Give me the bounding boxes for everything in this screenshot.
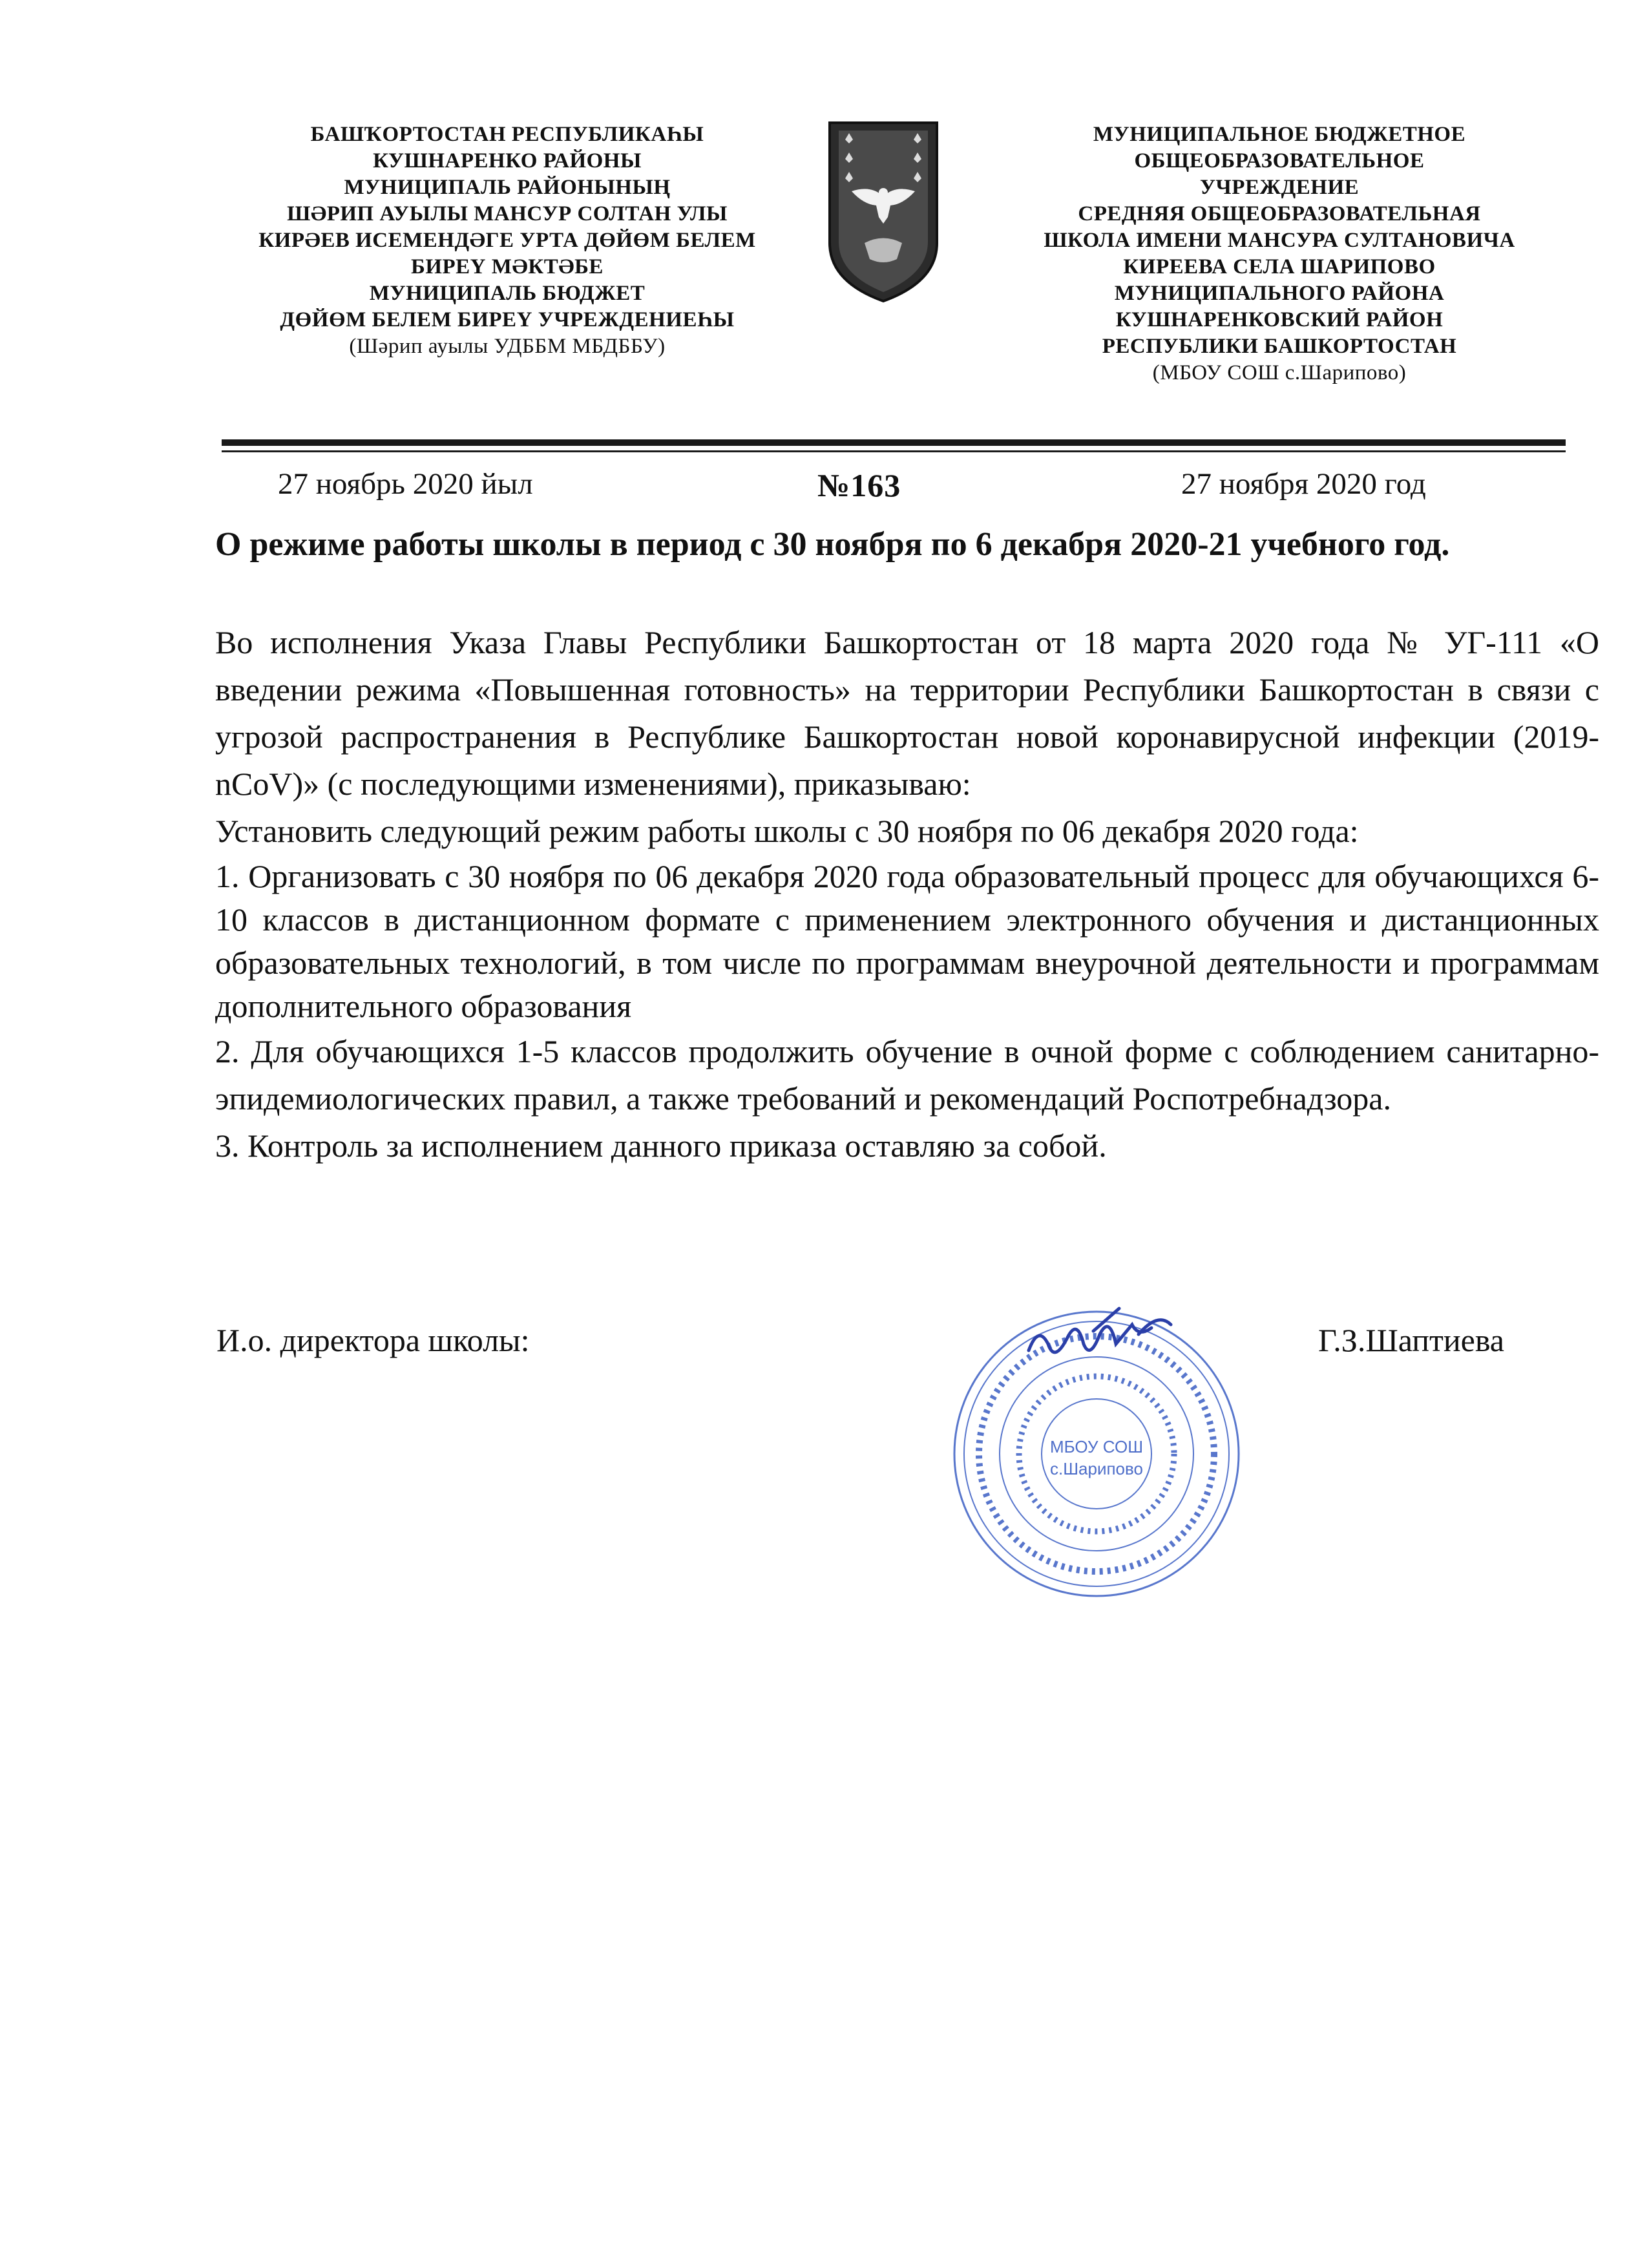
order-item-2: 2. Для обучающихся 1-5 классов продолжить обучение в очной форме с соблюдением санитарно-эпидемиологических правил, а также требований и рекомендаций Роспотребнадзора. <box>215 1033 1599 1117</box>
header-left-line: КУШНАРЕНКО РАЙОНЫ <box>373 149 642 173</box>
preamble-paragraph: Во исполнения Указа Главы Республики Башкортостан от 18 марта 2020 года № УГ-111 «О введении режима «Повышенная готовность» на территории Республики Башкортостан в связи с угрозой распространения в Республике Башкортостан новой коронавирусной инфекции (2019-nCoV)» (с последующими изменениями), приказываю: <box>215 624 1599 802</box>
date-russian: 27 ноября 2020 год <box>1181 467 1426 501</box>
order-item-1: 1. Организовать с 30 ноября по 06 декабря 2020 года образовательный процесс для обучающихся 6-10 классов в дистанционном формате с применением электронного обучения и дистанционных образовательных технологий, в том числе по программам внеурочной деятельности и программам дополнительного образования <box>215 858 1599 1024</box>
header-right-line: РЕСПУБЛИКИ БАШКОРТОСТАН <box>1102 335 1457 358</box>
header-right-line: СРЕДНЯЯ ОБЩЕОБРАЗОВАТЕЛЬНАЯ <box>1078 202 1481 226</box>
header-right-line: ОБЩЕОБРАЗОВАТЕЛЬНОЕ <box>1134 149 1425 173</box>
signatory-name: Г.З.Шаптиева <box>1318 1322 1504 1358</box>
header-left-line: МУНИЦИПАЛЬ БЮДЖЕТ <box>369 282 646 305</box>
signatory-title: И.о. директора школы: <box>216 1322 530 1358</box>
document-title: О режиме работы школы в период с 30 ноября по 6 декабря 2020-21 учебного год. <box>215 526 1450 563</box>
header-left-block <box>223 121 792 360</box>
header-right-line: УЧРЕЖДЕНИЕ <box>1199 176 1360 199</box>
header-right-line: КУШНАРЕНКОВСКИЙ РАЙОН <box>1115 308 1444 331</box>
header-left-line: БИРЕҮ МӘКТӘБЕ <box>411 255 604 278</box>
header-left-line: ШӘРИП АУЫЛЫ МАНСУР СОЛТАН УЛЫ <box>287 202 728 226</box>
order-number: №163 <box>817 467 901 503</box>
date-bashkir: 27 ноябрь 2020 йыл <box>278 467 533 501</box>
order-item-3: 3. Контроль за исполнением данного приказа оставляю за собой. <box>215 1128 1107 1164</box>
document-body <box>215 619 1599 1170</box>
header-left-line: МУНИЦИПАЛЬ РАЙОНЫНЫҢ <box>344 176 671 199</box>
header-right-block <box>995 121 1564 386</box>
header-right-line: МУНИЦИПАЛЬНОГО РАЙОНА <box>1114 282 1445 305</box>
header-left-abbreviation: (Шәрип ауылы УДББМ МБДББУ) <box>349 335 666 358</box>
stamp-center-text: с.Шарипово <box>1049 1459 1144 1478</box>
header-left-line: КИРӘЕВ ИСЕМЕНДӘГЕ УРТА ДӨЙӨМ БЕЛЕМ <box>258 229 756 252</box>
school-seal-stamp <box>945 1299 1248 1602</box>
intro-paragraph: Установить следующий режим работы школы с 30 ноября по 06 декабря 2020 года: <box>215 813 1359 849</box>
header-divider-thick <box>222 439 1566 446</box>
header-right-line: ШКОЛА ИМЕНИ МАНСУРА СУЛТАНОВИЧА <box>1044 229 1515 252</box>
coat-of-arms-icon <box>826 120 941 304</box>
header-right-abbreviation: (МБОУ СОШ с.Шарипово) <box>1152 361 1407 384</box>
stamp-center-text: МБОУ СОШ <box>1049 1437 1144 1456</box>
header-right-line: МУНИЦИПАЛЬНОЕ БЮДЖЕТНОЕ <box>1093 123 1466 146</box>
header-left-line: БАШҠОРТОСТАН РЕСПУБЛИКАҺЫ <box>310 123 704 146</box>
header-right-line: КИРЕЕВА СЕЛА ШАРИПОВО <box>1123 255 1436 278</box>
header-left-line: ДӨЙӨМ БЕЛЕМ БИРЕҮ УЧРЕЖДЕНИЕҺЫ <box>280 308 735 331</box>
header-divider-thin <box>222 450 1566 452</box>
